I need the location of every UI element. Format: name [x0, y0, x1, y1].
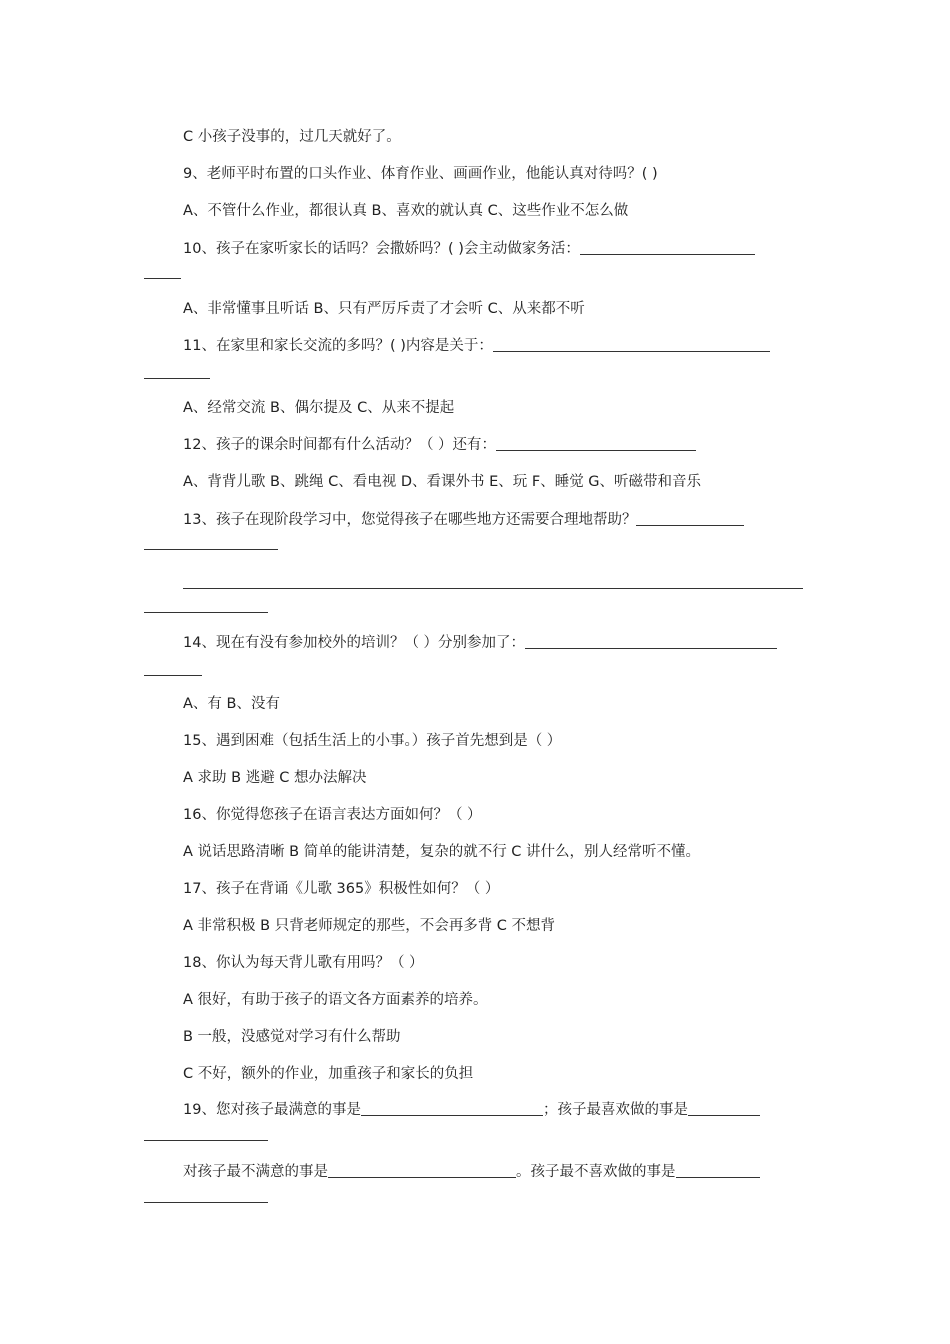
- q13-answer-line-2-continued[interactable]: [144, 612, 268, 613]
- q12-question: 12、孩子的课余时间都有什么活动？（ ）还有：: [183, 435, 696, 455]
- q10-question: 10、孩子在家听家长的话吗？会撒娇吗？( )会主动做家务活：: [183, 239, 755, 259]
- q18-question: 18、你认为每天背儿歌有用吗？（ ）: [183, 955, 424, 971]
- q15-options: A 求助 B 逃避 C 想办法解决: [183, 770, 367, 786]
- q16-options: A 说话思路清晰 B 简单的能讲清楚，复杂的就不行 C 讲什么，别人经常听不懂。: [183, 844, 701, 860]
- q11-answer-blank-continued[interactable]: [144, 378, 210, 379]
- q8-option-c: C 小孩子没事的，过几天就好了。: [183, 129, 401, 145]
- q19-line-2: 对孩子最不满意的事是 。孩子最不喜欢做的事是: [183, 1162, 760, 1182]
- q17-question: 17、孩子在背诵《儿歌 365》积极性如何？（ ）: [183, 881, 500, 897]
- q10-answer-blank-continued[interactable]: [144, 278, 181, 279]
- q10-answer-blank[interactable]: [580, 240, 755, 255]
- q19-favorite-activity-blank[interactable]: [688, 1101, 760, 1116]
- q10-options: A、非常懂事且听话 B、只有严厉斥责了才会听 C、从来都不听: [183, 301, 585, 317]
- q12-options: A、背背儿歌 B、跳绳 C、看电视 D、看课外书 E、玩 F、睡觉 G、听磁带和音乐: [183, 474, 702, 490]
- q19-least-satisfied-blank[interactable]: [328, 1163, 516, 1178]
- q13-answer-blank[interactable]: [636, 511, 744, 526]
- q13-answer-line-2[interactable]: [183, 588, 803, 589]
- q18-option-c: C 不好，额外的作业，加重孩子和家长的负担: [183, 1066, 474, 1082]
- q14-answer-blank-continued[interactable]: [144, 675, 202, 676]
- q11-question: 11、在家里和家长交流的多吗？( )内容是关于：: [183, 336, 770, 356]
- q19-line-1: 19、您对孩子最满意的事是 ；孩子最喜欢做的事是: [183, 1100, 760, 1120]
- q9-options: A、不管什么作业，都很认真 B、喜欢的就认真 C、这些作业不怎么做: [183, 203, 629, 219]
- q17-options: A 非常积极 B 只背老师规定的那些，不会再多背 C 不想背: [183, 918, 556, 934]
- q18-option-b: B 一般，没感觉对学习有什么帮助: [183, 1029, 401, 1045]
- q14-question: 14、现在有没有参加校外的培训？（ ）分别参加了：: [183, 633, 777, 653]
- q19-most-satisfied-blank[interactable]: [361, 1101, 543, 1116]
- q14-options: A、有 B、没有: [183, 696, 280, 712]
- q11-answer-blank[interactable]: [493, 337, 770, 352]
- q19-least-favorite-activity-blank-continued[interactable]: [144, 1202, 268, 1203]
- q14-answer-blank[interactable]: [525, 634, 777, 649]
- q13-question: 13、孩子在现阶段学习中，您觉得孩子在哪些地方还需要合理地帮助？: [183, 510, 744, 530]
- q9-question: 9、老师平时布置的口头作业、体育作业、画画作业，他能认真对待吗？( ): [183, 166, 658, 182]
- q13-answer-blank-continued[interactable]: [144, 549, 278, 550]
- q15-question: 15、遇到困难（包括生活上的小事。）孩子首先想到是（ ）: [183, 733, 562, 749]
- q16-question: 16、你觉得您孩子在语言表达方面如何？（ ）: [183, 807, 482, 823]
- q19-favorite-activity-blank-continued[interactable]: [144, 1140, 268, 1141]
- q19-least-favorite-activity-blank[interactable]: [676, 1163, 760, 1178]
- q18-option-a: A 很好，有助于孩子的语文各方面素养的培养。: [183, 992, 488, 1008]
- q12-answer-blank[interactable]: [496, 436, 696, 451]
- q11-options: A、经常交流 B、偶尔提及 C、从来不提起: [183, 400, 455, 416]
